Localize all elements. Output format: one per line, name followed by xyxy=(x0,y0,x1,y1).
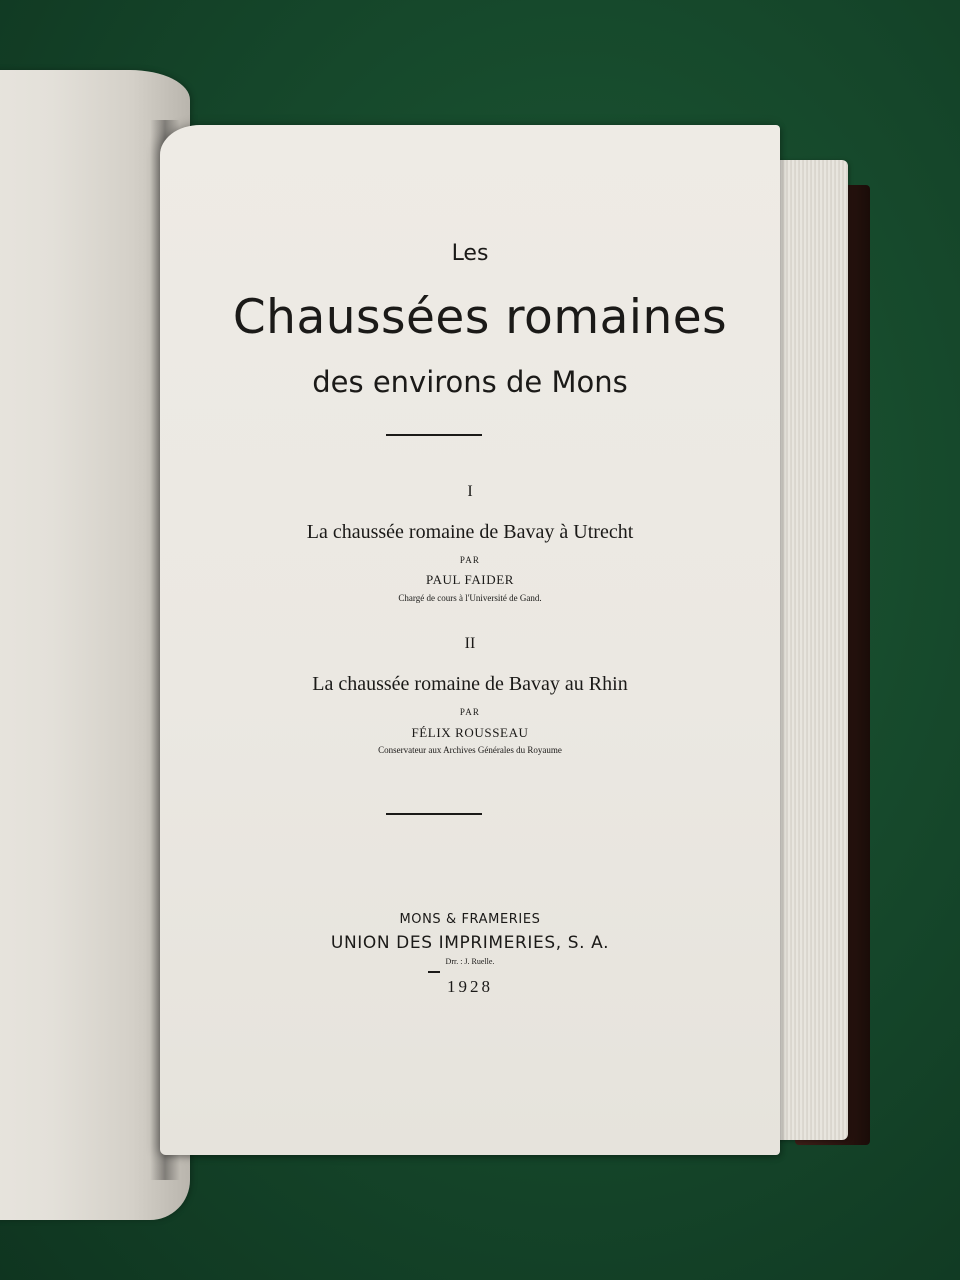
title-page xyxy=(160,125,780,1155)
part2-affiliation: Conservateur aux Archives Générales du Royaume xyxy=(378,745,562,755)
divider-rule-bottom xyxy=(386,813,482,815)
part1-author: PAUL FAIDER xyxy=(425,572,515,587)
part1-par: PAR xyxy=(459,555,481,565)
publication-place: MONS & FRAMERIES xyxy=(399,912,541,927)
printer-credit: Drr. : J. Ruelle. xyxy=(445,957,495,966)
part2-numeral: II xyxy=(464,635,476,652)
divider-rule-top xyxy=(386,434,482,436)
publication-year: 1928 xyxy=(447,977,493,996)
part2-author: FÉLIX ROUSSEAU xyxy=(411,725,529,740)
publisher: UNION DES IMPRIMERIES, S. A. xyxy=(330,933,610,953)
subtitle: des environs de Mons xyxy=(312,365,628,399)
part1-affiliation: Chargé de cours à l'Université de Gand. xyxy=(398,593,542,603)
part1-numeral: I xyxy=(467,483,473,500)
part1-title: La chaussée romaine de Bavay à Utrecht xyxy=(306,521,634,543)
part2-par: PAR xyxy=(459,707,481,717)
title-article: Les xyxy=(451,241,489,266)
main-title: Chaussées romaines xyxy=(232,290,728,345)
part2-title: La chaussée romaine de Bavay au Rhin xyxy=(312,673,628,695)
small-dash xyxy=(428,971,440,973)
